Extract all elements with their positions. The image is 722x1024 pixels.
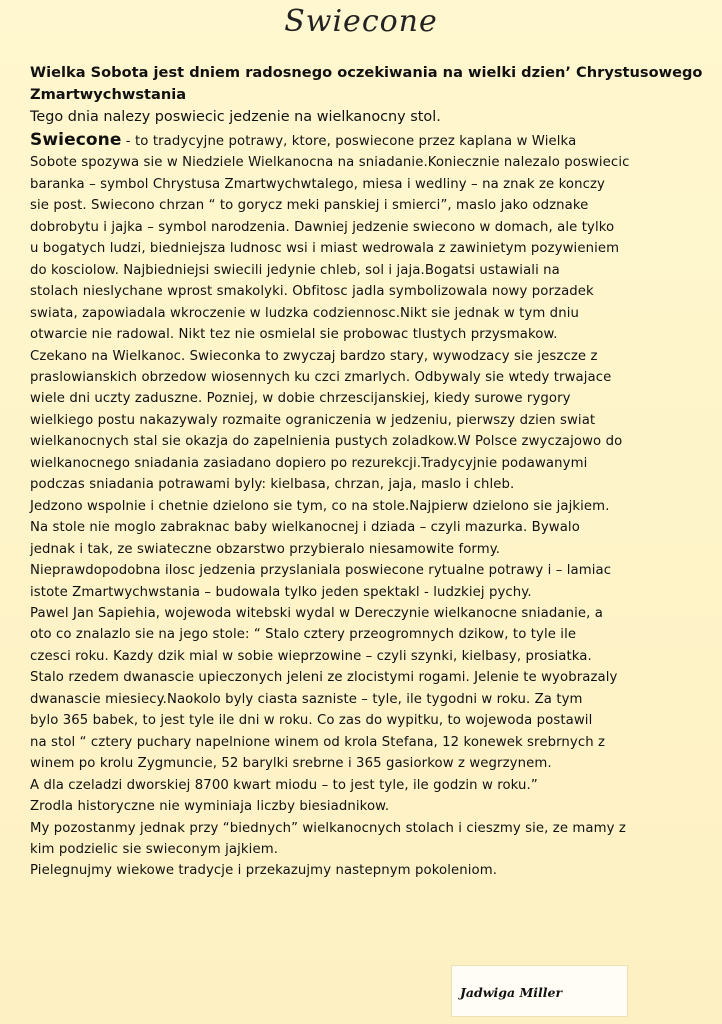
body-line: do kosciolow. Najbiedniejsi swiecili jedynie chleb, sol i jaja.Bogatsi ustawiali na <box>30 262 560 278</box>
body-line: dobrobytu i jajka – symbol narodzenia. Dawniej jedzenie swiecono w domach, ale tylko <box>30 219 615 235</box>
body-line: My pozostanmy jednak przy “biednych” wielkanocnych stolach i cieszmy sie, ze mamy z <box>30 820 626 836</box>
body-line: winem po krolu Zygmuncie, 52 barylki srebrne i 365 gasiorkow z wegrzynem. <box>30 756 552 772</box>
body-line: Stalo rzedem dwanascie upieczonych jeleni ze zlocistymi rogami. Jelenie te wyobrazaly <box>30 670 618 686</box>
body-line: kim podzielic sie swieconym jajkiem. <box>30 841 279 857</box>
intro-bold-line: Wielka Sobota jest dniem radosnego oczekiwania na wielki dzien’ Chrystusowego <box>30 64 703 81</box>
body-line: istote Zmartwychwstania – budowala tylko jeden spektakl - ludzkiej pychy. <box>30 584 532 600</box>
intro-regular-paragraph: Tego dnia nalezy poswiecic jedzenie na wielkanocny stol. <box>30 109 441 125</box>
body-line: podczas sniadania potrawami byly: kielbasa, chrzan, jaja, maslo i chleb. <box>30 477 515 493</box>
body-line: swiata, zapowiadala wkroczenie w ludzka codziennosc.Nikt sie jednak w tym dniu <box>30 305 579 321</box>
body-line: wielkanocnych stal sie okazja do zapelnienia pustych zoladkow.W Polsce zwyczajowo do <box>30 434 623 450</box>
lead-rest: - to tradycyjne potrawy, ktore, poswiecone przez kaplana w Wielka <box>121 134 577 149</box>
signature: Jadwiga Miller <box>460 985 563 1000</box>
body-line: Czekano na Wielkanoc. Swieconka to zwyczaj bardzo stary, wywodzacy sie jeszcze z <box>30 348 598 364</box>
signature-box <box>451 965 628 1017</box>
intro-bold-paragraph <box>30 62 703 106</box>
body-line: u bogatych ludzi, biedniejsza ludnosc wsi i miast wedrowala z zawinietym pozywieniem <box>30 241 620 257</box>
body-line: otwarcie nie radowal. Nikt tez nie osmielal sie probowac tlustych przysmakow. <box>30 327 558 343</box>
body-line: wielkiego postu nakazywaly rozmaite ograniczenia w jedzeniu, pierwszy dzien swiat <box>30 412 596 428</box>
body-line: Pawel Jan Sapiehia, wojewoda witebski wydal w Dereczynie wielkanocne sniadanie, a <box>30 605 603 621</box>
body-line: Sobote spozywa sie w Niedziele Wielkanocna na sniadanie.Koniecznie nalezalo poswiecic <box>30 155 630 171</box>
body-line: oto co znalazlo sie na jego stole: “ Stalo cztery przeogromnych dzikow, to tyle ile <box>30 627 577 643</box>
body-line: wielkanocnego sniadania zasiadano dopiero po rezurekcji.Tradycyjnie podawanymi <box>30 455 588 471</box>
body-line: jednak i tak, ze swiateczne obzarstwo przybieralo niesamowite formy. <box>30 541 501 557</box>
body-text <box>30 130 692 882</box>
body-line: Na stole nie moglo zabraknac baby wielkanocnej i dziada – czyli mazurka. Bywalo <box>30 520 580 536</box>
body-line: Nieprawdopodobna ilosc jedzenia przyslaniala poswiecone rytualne potrawy i – lamiac <box>30 563 612 579</box>
body-line: praslowianskich obrzedow wiosennych ku czci zmarlych. Odbywaly sie wtedy trwajace <box>30 369 612 385</box>
body-line: baranka – symbol Chrystusa Zmartwychwtalego, miesa i wedliny – na znak ze konczy <box>30 176 605 192</box>
body-line: czesci roku. Kazdy dzik mial w sobie wieprzowine – czyli szynki, kielbasy, prosiatka. <box>30 648 592 664</box>
body-line: wiele dni uczty zaduszne. Pozniej, w dobie chrzescijanskiej, kiedy surowe rygory <box>30 391 571 407</box>
body-line: Zrodla historyczne nie wyminiaja liczby biesiadnikow. <box>30 799 390 815</box>
intro-bold-line: Zmartwychwstania <box>30 86 187 103</box>
lead-word: Swiecone <box>30 130 122 150</box>
body-line: sie post. Swiecono chrzan “ to gorycz meki panskiej i smierci”, maslo jako odznake <box>30 198 589 214</box>
body-line: A dla czeladzi dworskiej 8700 kwart miodu – to jest tyle, ile godzin w roku.” <box>30 777 538 793</box>
body-line: stolach nieslychane wprost smakolyki. Obfitosc jadla symbolizowala nowy porzadek <box>30 284 594 300</box>
body-line: Jedzono wspolnie i chetnie dzielono sie tym, co na stole.Najpierw dzielono sie jajkiem. <box>30 498 610 514</box>
lead-line <box>30 130 692 152</box>
document-title: Swiecone <box>284 4 438 39</box>
document-content <box>30 62 703 882</box>
body-line: Pielegnujmy wiekowe tradycje i przekazujmy nastepnym pokoleniom. <box>30 863 498 879</box>
body-line: bylo 365 babek, to jest tyle ile dni w roku. Co zas do wypitku, to wojewoda postawil <box>30 713 593 729</box>
body-line: dwanascie miesiecy.Naokolo byly ciasta sazniste – tyle, ile tygodni w roku. Za tym <box>30 691 583 707</box>
body-line: na stol “ cztery puchary napelnione winem od krola Stefana, 12 konewek srebrnych z <box>30 734 606 750</box>
